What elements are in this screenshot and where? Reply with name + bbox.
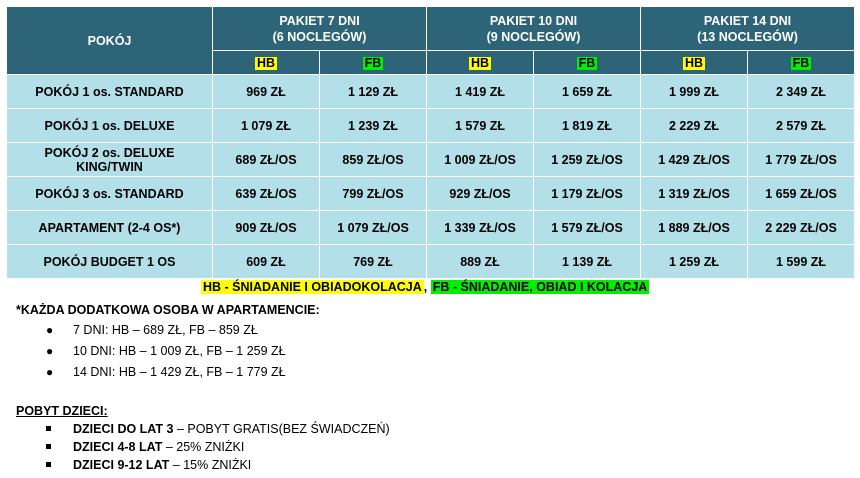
legend-separator: , xyxy=(423,280,431,294)
price-cell: 929 ZŁ/OS xyxy=(427,177,534,211)
bullet-icon: ● xyxy=(46,323,54,337)
price-cell: 769 ZŁ xyxy=(320,245,427,279)
price-cell: 1 079 ZŁ xyxy=(213,109,320,143)
package-14-title: PAKIET 14 DNI xyxy=(703,13,792,28)
table-row xyxy=(7,245,855,279)
price-cell: 1 999 ZŁ xyxy=(641,75,748,109)
kids-item-bold: DZIECI 4-8 LAT xyxy=(73,440,163,454)
price-cell: 1 819 ZŁ xyxy=(534,109,641,143)
room-name: POKÓJ BUDGET 1 OS xyxy=(7,245,213,279)
price-cell: 1 259 ZŁ xyxy=(641,245,748,279)
list-item xyxy=(16,341,286,362)
fb-badge: FB xyxy=(792,55,810,70)
price-cell: 2 229 ZŁ xyxy=(641,109,748,143)
price-cell: 2 579 ZŁ xyxy=(748,109,855,143)
price-cell: 1 429 ZŁ/OS xyxy=(641,143,748,177)
room-column-header: POKÓJ xyxy=(7,7,213,75)
price-cell: 859 ZŁ/OS xyxy=(320,143,427,177)
price-cell: 1 239 ZŁ xyxy=(320,109,427,143)
price-cell: 1 259 ZŁ/OS xyxy=(534,143,641,177)
square-bullet-icon xyxy=(46,444,51,449)
kids-item-bold: DZIECI DO LAT 3 xyxy=(73,422,174,436)
price-cell: 1 139 ZŁ xyxy=(534,245,641,279)
kids-list xyxy=(16,420,390,474)
price-cell: 1 599 ZŁ xyxy=(748,245,855,279)
price-cell: 1 659 ZŁ xyxy=(534,75,641,109)
package-7-nights: (6 NOCLEGÓW) xyxy=(272,29,367,44)
package-7-title: PAKIET 7 DNI xyxy=(279,13,360,28)
hb-badge: HB xyxy=(684,55,704,70)
price-cell: 1 889 ZŁ/OS xyxy=(641,211,748,245)
price-cell: 969 ZŁ xyxy=(213,75,320,109)
price-cell: 1 659 ZŁ/OS xyxy=(748,177,855,211)
bullet-icon: ● xyxy=(46,365,54,379)
price-table xyxy=(6,6,855,279)
price-cell: 2 229 ZŁ/OS xyxy=(748,211,855,245)
table-row xyxy=(7,75,855,109)
price-cell: 689 ZŁ/OS xyxy=(213,143,320,177)
room-name: APARTAMENT (2-4 OS*) xyxy=(7,211,213,245)
price-cell: 799 ZŁ/OS xyxy=(320,177,427,211)
extra-person-title: *KAŻDA DODATKOWA OSOBA W APARTAMENCIE: xyxy=(16,303,320,317)
package-10-header xyxy=(427,7,641,51)
price-cell: 1 419 ZŁ xyxy=(427,75,534,109)
package-10-nights: (9 NOCLEGÓW) xyxy=(486,29,581,44)
hb-header-14 xyxy=(641,51,748,75)
price-cell: 1 009 ZŁ/OS xyxy=(427,143,534,177)
fb-header-7 xyxy=(320,51,427,75)
price-cell: 1 179 ZŁ/OS xyxy=(534,177,641,211)
fb-header-14 xyxy=(748,51,855,75)
table-row xyxy=(7,211,855,245)
list-item xyxy=(16,438,390,456)
price-cell: 1 579 ZŁ xyxy=(427,109,534,143)
fb-header-10 xyxy=(534,51,641,75)
board-legend xyxy=(201,280,649,295)
hb-header-10 xyxy=(427,51,534,75)
price-cell: 1 579 ZŁ/OS xyxy=(534,211,641,245)
list-item xyxy=(16,362,286,383)
bullet-icon: ● xyxy=(46,344,54,358)
square-bullet-icon xyxy=(46,462,51,467)
kids-item-bold: DZIECI 9-12 LAT xyxy=(73,458,170,472)
extra-item-text: 7 DNI: HB – 689 ZŁ, FB – 859 ZŁ xyxy=(73,323,258,337)
extra-item-text: 10 DNI: HB – 1 009 ZŁ, FB – 1 259 ZŁ xyxy=(73,344,286,358)
list-item xyxy=(16,420,390,438)
kids-item-text: – 25% ZNIŻKI xyxy=(162,440,245,454)
list-item xyxy=(16,456,390,474)
table-row xyxy=(7,143,855,177)
room-name: POKÓJ 2 os. DELUXE KING/TWIN xyxy=(7,143,213,177)
fb-badge: FB xyxy=(578,55,596,70)
price-cell: 1 129 ZŁ xyxy=(320,75,427,109)
price-cell: 639 ZŁ/OS xyxy=(213,177,320,211)
package-10-title: PAKIET 10 DNI xyxy=(489,13,578,28)
hb-header-7 xyxy=(213,51,320,75)
room-name: POKÓJ 1 os. DELUXE xyxy=(7,109,213,143)
kids-item-text: – POBYT GRATIS(BEZ ŚWIADCZEŃ) xyxy=(173,422,390,436)
room-name: POKÓJ 1 os. STANDARD xyxy=(7,75,213,109)
table-row xyxy=(7,177,855,211)
room-name: POKÓJ 3 os. STANDARD xyxy=(7,177,213,211)
kids-title: POBYT DZIECI: xyxy=(16,404,108,418)
price-cell: 1 779 ZŁ/OS xyxy=(748,143,855,177)
price-cell: 609 ZŁ xyxy=(213,245,320,279)
list-item xyxy=(16,320,286,341)
price-cell: 2 349 ZŁ xyxy=(748,75,855,109)
price-cell: 889 ZŁ xyxy=(427,245,534,279)
hb-badge: HB xyxy=(470,55,490,70)
legend-fb: FB - ŚNIADANIE, OBIAD I KOLACJA xyxy=(432,280,648,294)
table-row xyxy=(7,109,855,143)
extra-item-text: 14 DNI: HB – 1 429 ZŁ, FB – 1 779 ZŁ xyxy=(73,365,286,379)
price-cell: 909 ZŁ/OS xyxy=(213,211,320,245)
price-cell: 1 339 ZŁ/OS xyxy=(427,211,534,245)
square-bullet-icon xyxy=(46,426,51,431)
package-7-header xyxy=(213,7,427,51)
hb-badge: HB xyxy=(256,55,276,70)
price-cell: 1 079 ZŁ/OS xyxy=(320,211,427,245)
package-14-nights: (13 NOCLEGÓW) xyxy=(697,29,798,44)
fb-badge: FB xyxy=(364,55,382,70)
price-cell: 1 319 ZŁ/OS xyxy=(641,177,748,211)
extra-person-list xyxy=(16,320,286,383)
kids-item-text: – 15% ZNIŻKI xyxy=(169,458,252,472)
package-14-header xyxy=(641,7,855,51)
legend-hb: HB - ŚNIADANIE I OBIADOKOLACJA xyxy=(203,280,422,294)
